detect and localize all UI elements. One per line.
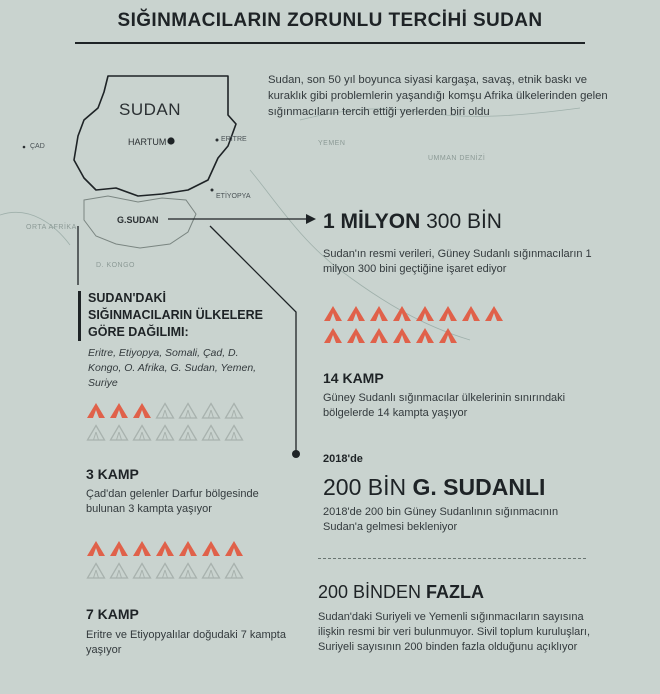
stat-3-desc: Sudan'daki Suriyeli ve Yemenli sığınmacıların sayısına ilişkin resmi bir veri bulunmuyor. Sivil toplum kuruluşları, Suriyeli sayısının 200 binden fazla olduğunu açıklıyor bbox=[318, 611, 591, 653]
tent-icon-filled bbox=[369, 305, 392, 327]
tent-icon-filled bbox=[415, 305, 438, 327]
tent-icon-empty bbox=[224, 562, 247, 584]
stat-1-milyon bbox=[323, 210, 502, 234]
connector-3-end bbox=[292, 450, 300, 458]
tent-icon-filled bbox=[86, 540, 109, 562]
map-label-yemen: YEMEN bbox=[318, 140, 346, 147]
tent-icon-filled bbox=[86, 402, 109, 424]
map-label-hartum: HARTUM bbox=[128, 137, 167, 147]
tent-icon-filled bbox=[323, 327, 346, 349]
map-label-kongo: D. KONGO bbox=[96, 262, 136, 269]
tent-icon-filled bbox=[323, 305, 346, 327]
tent-icon-filled bbox=[438, 305, 461, 327]
camps-3-heading: 3 KAMP bbox=[86, 466, 139, 482]
stat-3-value bbox=[318, 582, 484, 603]
distribution-title: SUDAN'DAKİ SIĞINMACILARIN ÜLKELERE GÖRE DAĞILIMI: bbox=[88, 291, 263, 339]
stat-1-rest: 300 BİN bbox=[420, 210, 502, 233]
page-title: SIĞINMACILARIN ZORUNLU TERCİHİ SUDAN bbox=[117, 10, 543, 31]
connector-1-arrow bbox=[306, 214, 316, 224]
tent-icon-empty bbox=[155, 402, 178, 424]
camps-14-heading: 14 KAMP bbox=[323, 370, 384, 386]
tent-icon-filled bbox=[415, 327, 438, 349]
tent-icon-empty bbox=[224, 402, 247, 424]
tent-icon-filled bbox=[461, 305, 484, 327]
tent-icon-empty bbox=[178, 402, 201, 424]
tent-icon-empty bbox=[155, 562, 178, 584]
map-label-sudan: SUDAN bbox=[119, 100, 182, 119]
intro-text: Sudan, son 50 yıl boyunca siyasi kargaşa, savaş, etnik baskı ve kuraklık gibi problemlerin yaşandığı komşu Afrika ülkelerinden gelen sığınmacıların tercih ettiği yerlerden biri oldu bbox=[268, 74, 608, 118]
tent-icon-empty bbox=[224, 424, 247, 446]
stat-2-desc: 2018'de 200 bin Güney Sudanlının sığınmacının Sudan'a gelmesi bekleniyor bbox=[323, 506, 559, 533]
tent-icon-filled bbox=[132, 402, 155, 424]
tent-icon-empty bbox=[201, 402, 224, 424]
camps-7-heading: 7 KAMP bbox=[86, 606, 139, 622]
tent-icon-filled bbox=[178, 540, 201, 562]
stat-1-desc: Sudan'ın resmi verileri, Güney Sudanlı sığınmacıların 1 milyon 300 bini geçtiğine işaret ediyor bbox=[323, 248, 592, 275]
stat-1-bold: 1 MİLYON bbox=[323, 210, 421, 233]
tent-icon-empty bbox=[109, 424, 132, 446]
map-label-umman: UMMAN DENİZİ bbox=[428, 155, 486, 162]
tent-icon-empty bbox=[201, 562, 224, 584]
tent-icon-empty bbox=[132, 424, 155, 446]
tent-grid-14-camps bbox=[323, 305, 507, 349]
tent-grid-3-camps bbox=[86, 402, 247, 446]
tent-icon-filled bbox=[346, 327, 369, 349]
sudan-outline bbox=[74, 76, 236, 196]
camps-14-desc: Güney Sudanlı sığınmacılar ülkelerinin sınırındaki bölgelerde 14 kampta yaşıyor bbox=[323, 392, 566, 419]
tent-icon-filled bbox=[346, 305, 369, 327]
stat-2-year: 2018'de bbox=[323, 453, 363, 465]
tent-icon-filled bbox=[109, 540, 132, 562]
tent-icon-filled bbox=[109, 402, 132, 424]
distribution-accent-bar bbox=[78, 291, 81, 341]
dashed-divider bbox=[318, 558, 586, 559]
tent-icon-empty bbox=[201, 424, 224, 446]
camps-7-desc: Eritre ve Etiyopyalılar doğudaki 7 kampta yaşıyor bbox=[86, 629, 286, 656]
tent-icon-filled bbox=[132, 540, 155, 562]
map-label-eritre: ERİTRE bbox=[221, 136, 247, 143]
stat-2-value bbox=[323, 474, 545, 501]
camps-3-desc: Çad'dan gelenler Darfur bölgesinde bulunan 3 kampta yaşıyor bbox=[86, 488, 259, 515]
stat-2-rest: 200 BİN bbox=[323, 474, 413, 500]
tent-grid-7-camps bbox=[86, 540, 247, 584]
tent-icon-filled bbox=[484, 305, 507, 327]
tent-icon-filled bbox=[155, 540, 178, 562]
title-divider bbox=[75, 42, 585, 44]
tent-icon-filled bbox=[224, 540, 247, 562]
stat-3-rest: 200 BİNDEN bbox=[318, 582, 427, 602]
distribution-list: Eritre, Etiyopya, Somali, Çad, D. Kongo, O. Afrika, G. Sudan, Yemen, Suriye bbox=[88, 347, 257, 389]
tent-icon-empty bbox=[178, 424, 201, 446]
map-label-gsudan: G.SUDAN bbox=[117, 215, 159, 225]
map-label-etiyopya: ETİYOPYA bbox=[216, 193, 251, 200]
tent-icon-empty bbox=[155, 424, 178, 446]
hartum-dot bbox=[167, 137, 174, 144]
map-label-cad: ÇAD bbox=[30, 143, 45, 150]
tent-icon-empty bbox=[86, 424, 109, 446]
tent-icon-empty bbox=[132, 562, 155, 584]
tent-icon-filled bbox=[369, 327, 392, 349]
stat-2-bold: G. SUDANLI bbox=[412, 474, 546, 500]
tent-icon-filled bbox=[392, 327, 415, 349]
stat-3-bold: FAZLA bbox=[426, 582, 485, 602]
tent-icon-empty bbox=[109, 562, 132, 584]
map-label-orta-afrika: ORTA AFRİKA bbox=[26, 224, 77, 231]
tent-icon-empty bbox=[86, 562, 109, 584]
tent-icon-filled bbox=[201, 540, 224, 562]
tent-icon-filled bbox=[438, 327, 461, 349]
tent-icon-empty bbox=[178, 562, 201, 584]
tent-icon-filled bbox=[392, 305, 415, 327]
